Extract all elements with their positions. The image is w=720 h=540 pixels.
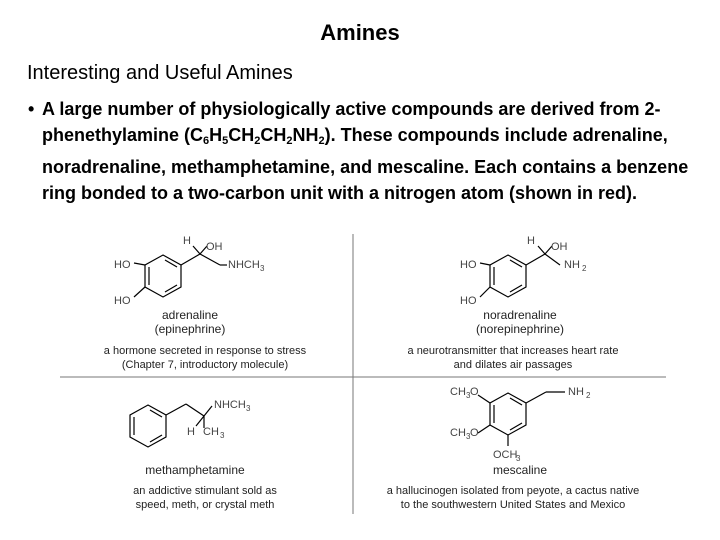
mescaline-och1-o: O	[470, 386, 479, 398]
mescaline-och2: CH	[450, 427, 466, 439]
mescaline-och3-sub: 3	[516, 454, 521, 463]
adrenaline-name: adrenaline (epinephrine)	[154, 308, 226, 336]
mescaline-och3: OCH	[493, 449, 518, 461]
noradrenaline-structure	[480, 246, 560, 297]
mescaline-structure	[478, 392, 565, 446]
adrenaline-caption: a hormone secreted in response to stress (Chapter 7, introductory molecule)	[103, 345, 307, 371]
adrenaline-structure	[134, 246, 220, 297]
adrenaline-h: H	[183, 235, 191, 247]
mescaline-och2-o: O	[470, 427, 479, 439]
noradrenaline-name: noradrenaline (norepinephrine)	[475, 308, 565, 336]
noradrenaline-amine: NH	[564, 259, 580, 271]
methamphetamine-caption: an addictive stimulant sold as speed, meth, or crystal meth	[133, 485, 277, 511]
adrenaline-amine-sub: 3	[260, 264, 265, 273]
mescaline-och1: CH	[450, 386, 466, 398]
slide-title: Amines	[320, 20, 400, 45]
bullet-text: A large number of physiologically active compounds are derived from 2-phenethylamine $(C_6H_5CH_2CH_2NH_2)$. These compounds include adrenaline, noradrenaline, methamphetamine, and mescaline. Each contains a benzene ring bonded to a two-carbon unit with a nitrogen atom (shown in red).	[42, 99, 689, 203]
noradrenaline-caption: a neurotransmitter that increases heart rate and dilates air passages	[407, 345, 619, 371]
mescaline-amine: NH	[568, 386, 584, 398]
methamphetamine-amine: NHCH	[214, 399, 246, 411]
adrenaline-ho1: HO	[114, 259, 131, 271]
noradrenaline-ho2: HO	[460, 295, 477, 307]
methamphetamine-ch: CH	[203, 426, 219, 438]
noradrenaline-amine-sub: 2	[582, 264, 587, 273]
mescaline-caption: a hallucinogen isolated from peyote, a cactus native to the southwestern United States and Mexico	[386, 485, 640, 511]
methamphetamine-h: H	[187, 426, 195, 438]
mescaline-och2-sub: 3	[466, 432, 471, 441]
mescaline-name: mescaline	[492, 463, 548, 477]
methamphetamine-ch-sub: 3	[220, 431, 225, 440]
slide-subtitle: Interesting and Useful Amines	[27, 62, 293, 84]
methamphetamine-amine-sub: 3	[246, 404, 251, 413]
structures-figure	[60, 230, 666, 530]
adrenaline-oh: OH	[206, 241, 223, 253]
methamphetamine-structure	[130, 404, 212, 447]
adrenaline-ho2: HO	[114, 295, 131, 307]
methamphetamine-name: methamphetamine	[145, 463, 245, 477]
bullet-symbol: •	[28, 99, 35, 119]
mescaline-amine-sub: 2	[586, 391, 591, 400]
adrenaline-amine: NHCH	[228, 259, 260, 271]
noradrenaline-oh: OH	[551, 241, 568, 253]
noradrenaline-h: H	[527, 235, 535, 247]
mescaline-och1-sub: 3	[466, 391, 471, 400]
noradrenaline-ho1: HO	[460, 259, 477, 271]
bullet-paragraph	[28, 96, 708, 206]
